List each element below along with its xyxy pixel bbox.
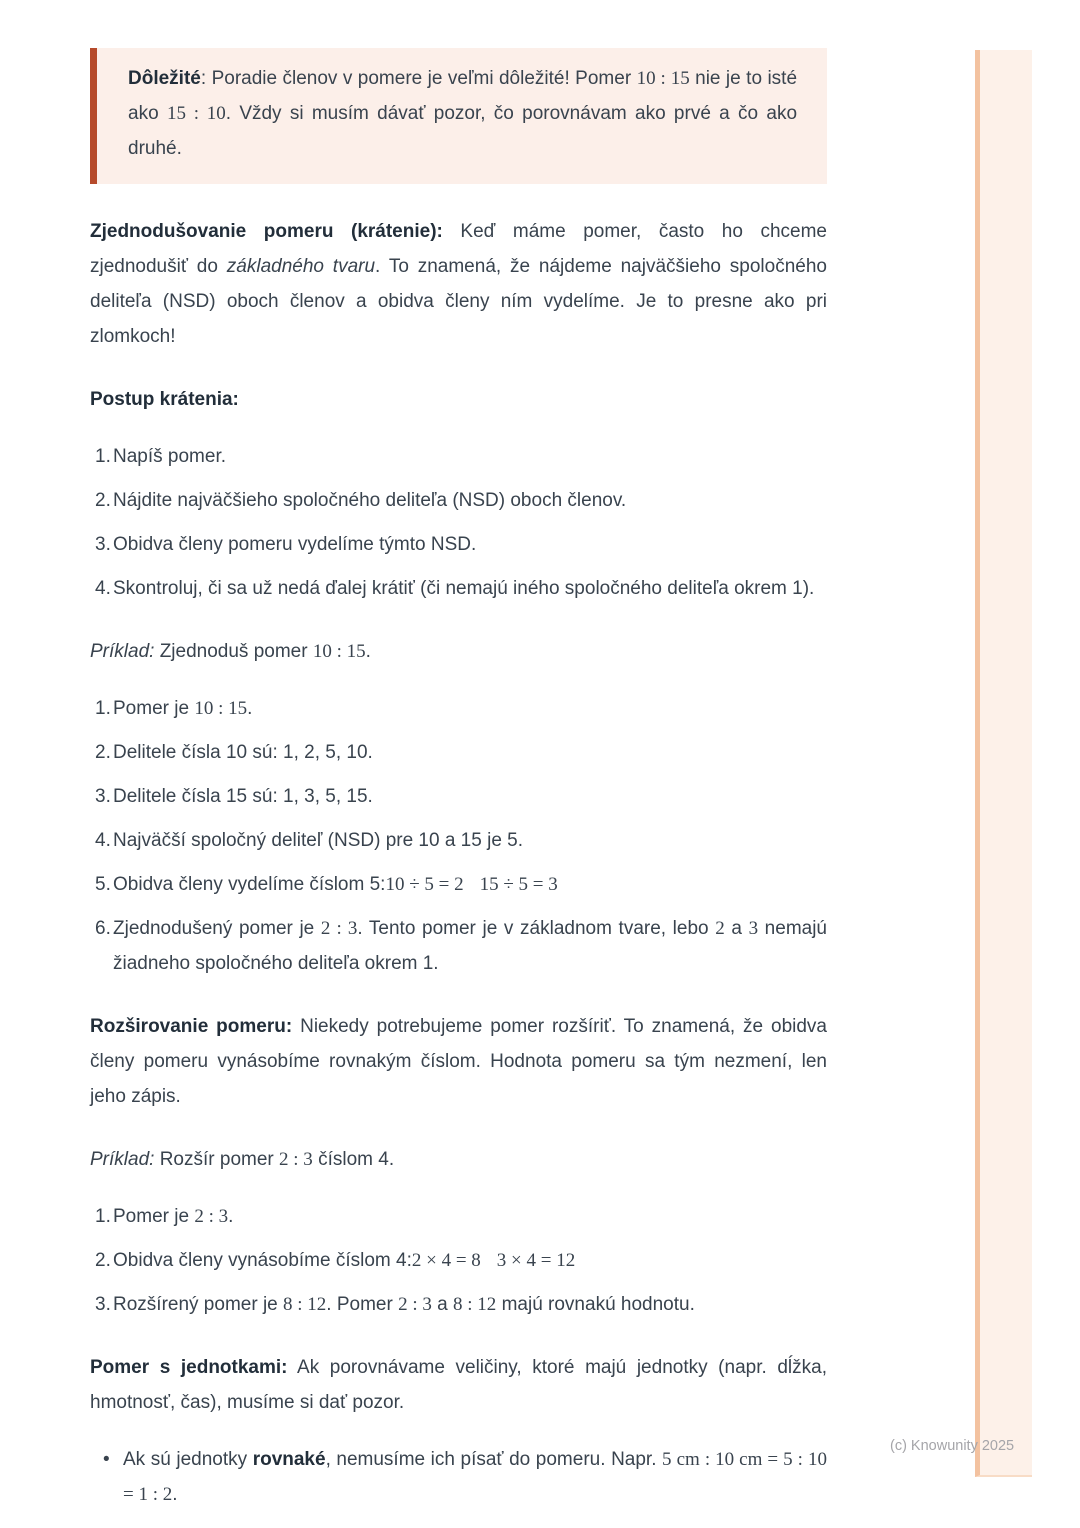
list-item-text (113, 1250, 575, 1271)
math-segment: 2 × 4 = 8 (411, 1250, 481, 1271)
simplify-intro-paragraph (90, 214, 827, 354)
list-item (95, 911, 827, 981)
list-marker: 4. (95, 830, 111, 851)
list-item-text (113, 534, 476, 555)
list-item-text (113, 874, 558, 895)
list-item (95, 867, 827, 902)
text-segment: Napíš pomer. (113, 446, 226, 467)
text-segment: nie je to isté ako (128, 68, 798, 124)
italic-segment: základného tvaru (226, 256, 376, 277)
text-segment: Skontroluj, či sa už nedá ďalej krátiť (či nemajú iného spoločného deliteľa okrem 1). (113, 578, 815, 599)
list-marker: 1. (95, 446, 111, 467)
list-marker: 4. (95, 578, 111, 599)
text-segment: Nájdite najväčšieho spoločného deliteľa (NSD) oboch členov. (113, 490, 627, 511)
math-segment: 15 : 10 (166, 103, 226, 124)
list-marker: 3. (95, 786, 111, 807)
math-segment: 10 : 15 (636, 68, 690, 89)
list-item-text (113, 830, 523, 851)
list-item (95, 439, 827, 474)
copyright-credit: (c) Knowunity 2025 (890, 1438, 1015, 1454)
text-segment: majú rovnakú hodnotu. (496, 1294, 695, 1315)
math-segment: 10 ÷ 5 = 2 (385, 874, 464, 895)
text-segment: . To znamená, že nájdeme najväčšieho spoločného deliteľa (NSD) oboch členov a obidva členy ním vydelíme. Je to presne ako pri zlomkoch! (90, 256, 827, 347)
text-segment: . Tento pomer je v základnom tvare, lebo (357, 918, 716, 939)
list-item-text (113, 1206, 233, 1227)
units-intro-paragraph (90, 1350, 827, 1420)
example1-intro (90, 634, 827, 669)
text-segment: Najväčší spoločný deliteľ (NSD) pre 10 a 15 je 5. (113, 830, 524, 851)
list-item-text (113, 578, 814, 599)
list-marker: • (103, 1449, 110, 1470)
bold-segment: Dôležité (128, 68, 201, 89)
text-segment: Delitele čísla 10 sú: 1, 2, 5, 10. (113, 742, 373, 763)
text-segment: Ak porovnávame veličiny, ktoré majú jednotky (napr. dĺžka, hmotnosť, čas), musíme si dať pozor. (90, 1357, 827, 1413)
list-item (95, 691, 827, 726)
steps-heading: Postup krátenia: (90, 389, 239, 410)
list-item (95, 527, 827, 562)
bold-segment: rovnaké (252, 1449, 326, 1470)
list-item (103, 1442, 827, 1512)
text-segment: Keď máme pomer, často ho chceme zjednodušiť do (90, 221, 827, 277)
list-marker: 5. (95, 874, 111, 895)
side-stripe (975, 50, 1032, 1477)
math-segment: 10 : 15 (194, 698, 248, 719)
list-item (95, 823, 827, 858)
list-item-text (113, 786, 373, 807)
example2-steps-list (90, 1199, 827, 1322)
math-segment: 2 : 3 (194, 1206, 229, 1227)
list-item-text (113, 1294, 695, 1315)
text-segment: Obidva členy vynásobíme číslom 4: (113, 1250, 412, 1271)
text-segment: Obidva členy pomeru vydelíme týmto NSD. (113, 534, 477, 555)
text-segment: . Vždy si musím dávať pozor, čo porovnávam ako prvé a čo ako druhé. (128, 103, 798, 159)
list-marker: 2. (95, 490, 111, 511)
math-segment: 2 : 3 (398, 1294, 432, 1315)
units-bullet-list (90, 1442, 827, 1512)
simplify-steps-list (90, 439, 827, 606)
math-segment: 2 : 3 (320, 918, 358, 939)
list-marker: 3. (95, 1294, 111, 1315)
list-item-text (113, 490, 626, 511)
example2-intro (90, 1142, 827, 1177)
important-callout (90, 48, 827, 184)
bold-segment: Pomer s jednotkami: (90, 1357, 288, 1378)
text-segment: Delitele čísla 15 sú: 1, 3, 5, 15. (113, 786, 373, 807)
math-segment: 5 cm : 10 cm = 5 : 10 = 1 : 2 (123, 1449, 827, 1505)
list-marker: 2. (95, 1250, 111, 1271)
text-segment: , nemusíme ich písať do pomeru. Napr. (325, 1449, 663, 1470)
math-segment: 2 (715, 918, 725, 939)
list-item-text (113, 698, 252, 719)
bold-segment: Rozširovanie pomeru: (90, 1016, 293, 1037)
list-item (95, 483, 827, 518)
list-item-text (113, 446, 226, 467)
text-segment: Zjednodušený pomer je (113, 918, 321, 939)
text-segment: číslom 4. (312, 1149, 395, 1170)
list-item-text (113, 742, 373, 763)
list-item (95, 571, 827, 606)
italic-segment: Príklad: (90, 641, 155, 662)
text-segment: . (228, 1206, 234, 1227)
list-item-text (113, 918, 827, 974)
text-segment: Rozšírený pomer je (113, 1294, 284, 1315)
text-segment: Rozšír pomer (154, 1149, 280, 1170)
italic-segment: Príklad: (90, 1149, 155, 1170)
math-segment: 15 ÷ 5 = 3 (479, 874, 558, 895)
math-segment: 3 × 4 = 12 (496, 1250, 576, 1271)
math-segment: 10 : 15 (312, 641, 366, 662)
text-segment: Pomer je (113, 1206, 195, 1227)
text-segment: a (431, 1294, 454, 1315)
text-segment: Ak sú jednotky (123, 1449, 253, 1470)
bold-segment: Zjednodušovanie pomeru (krátenie): (90, 221, 443, 242)
math-segment: 3 (748, 918, 759, 939)
list-item (95, 1243, 827, 1278)
list-item (95, 1199, 827, 1234)
list-marker: 1. (95, 1206, 111, 1227)
list-marker: 6. (95, 918, 111, 939)
text-segment: . (247, 698, 253, 719)
text-segment: nemajú žiadneho spoločného deliteľa okrem 1. (113, 918, 828, 974)
list-item-text (123, 1449, 827, 1505)
text-segment: . (365, 641, 371, 662)
math-segment: 8 : 12 (453, 1294, 497, 1315)
list-marker: 1. (95, 698, 111, 719)
text-segment: Pomer je (113, 698, 195, 719)
list-item (95, 1287, 827, 1322)
content-area (90, 48, 827, 1521)
text-segment: Zjednoduš pomer (154, 641, 313, 662)
math-segment: 8 : 12 (283, 1294, 327, 1315)
expand-intro-paragraph (90, 1009, 827, 1114)
text-segment: . (172, 1484, 178, 1505)
example1-steps-list (90, 691, 827, 981)
text-segment: Niekedy potrebujeme pomer rozšíriť. To znamená, že obidva členy pomeru vynásobíme rovnakým číslom. Hodnota pomeru sa tým nezmení, len jeho zápis. (90, 1016, 827, 1107)
list-marker: 2. (95, 742, 111, 763)
math-segment: 2 : 3 (279, 1149, 313, 1170)
text-segment: . Pomer (326, 1294, 399, 1315)
list-item (95, 779, 827, 814)
text-segment: a (724, 918, 749, 939)
text-segment: : Poradie členov v pomere je veľmi dôležité! Pomer (200, 68, 637, 89)
text-segment: Obidva členy vydelíme číslom 5: (113, 874, 386, 895)
callout-text (128, 61, 797, 166)
list-marker: 3. (95, 534, 111, 555)
list-item (95, 735, 827, 770)
